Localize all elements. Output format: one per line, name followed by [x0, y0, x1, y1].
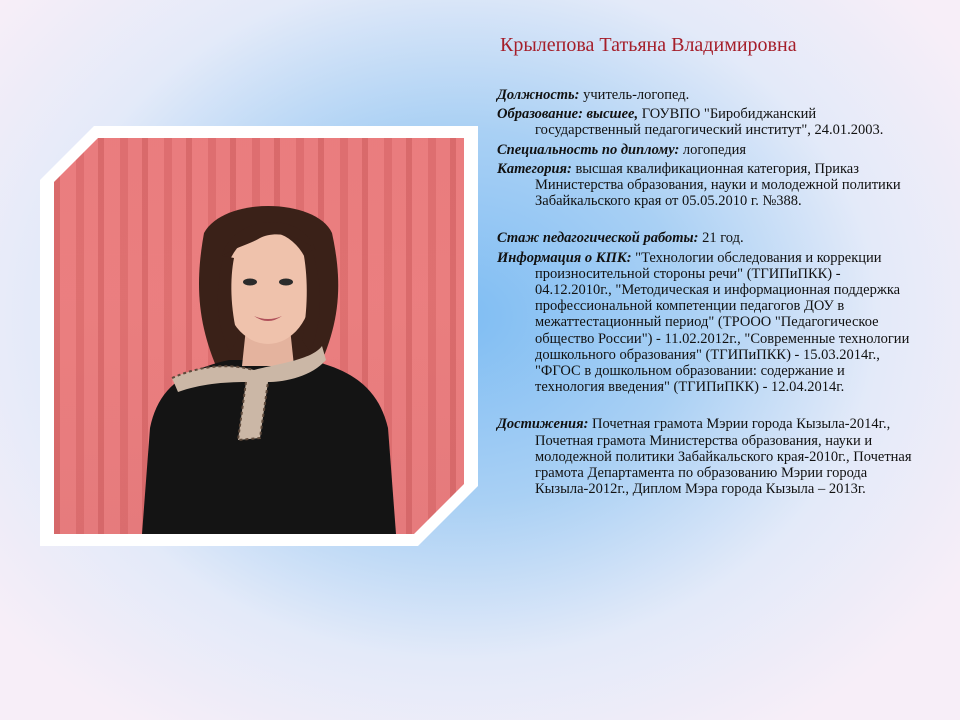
entry-experience-label: Стаж педагогической работы: [497, 230, 699, 247]
page-title: Крылепова Татьяна Владимировна [500, 34, 797, 56]
spacer [497, 212, 917, 230]
entry-specialty [497, 142, 917, 158]
entry-category-value: высшая квалификационная категория, Приказ Министерства образования, науки и молодежной политики Забайкальского края от 05.05.2010 г. №388. [535, 160, 901, 210]
photo-frame [40, 126, 478, 546]
portrait-illustration [54, 138, 464, 534]
entry-education-label: Образование: высшее, [497, 106, 639, 123]
entry-education [497, 106, 917, 138]
entry-courses [497, 250, 917, 396]
entry-experience [497, 230, 917, 246]
entry-education-value: ГОУВПО "Биробиджанский государственный педагогический институт", 24.01.2003. [535, 106, 884, 139]
entry-position-label: Должность: [497, 87, 580, 103]
info-panel [497, 87, 917, 500]
entry-achievements-value: Почетная грамота Мэрии города Кызыла-2014г., Почетная грамота Министерства образования, науки и молодежной политики Забайкальского края-2010г., Почетная грамота Департамента по образованию Мэрии города Кызыла-2012г., Диплом Мэра города Кызыла – 2013г. [535, 416, 912, 498]
entry-achievements [497, 416, 917, 497]
entry-courses-label: Информация о КПК: [497, 249, 632, 266]
entry-position [497, 87, 917, 103]
spacer [497, 398, 917, 416]
entry-specialty-value: логопедия [679, 141, 747, 158]
entry-specialty-label: Специальность по диплому: [497, 141, 680, 158]
entry-position-value: учитель-логопед. [579, 87, 690, 103]
portrait-photo [54, 138, 464, 534]
entry-category-label: Категория: [497, 160, 572, 177]
entry-courses-value: "Технологии обследования и коррекции произносительной стороны речи" (ТГИПиПКК) - 04.12.2010г., "Методическая и информационная поддержка профессиональной компетенции педагогов ДОУ в межаттестационный период" (ТРООО "Педагогическое общество России") - 11.02.2012г., "Современные технологии дошкольного образования" (ТГИПиПКК) - 15.03.2014г., "ФГОС в дошкольном образовании: содержание и технология введения" (ТГИПиПКК) - 12.04.2014г. [535, 249, 910, 396]
entry-experience-value: 21 год. [698, 230, 744, 247]
entry-category [497, 161, 917, 210]
entry-achievements-label: Достижения: [497, 416, 589, 433]
